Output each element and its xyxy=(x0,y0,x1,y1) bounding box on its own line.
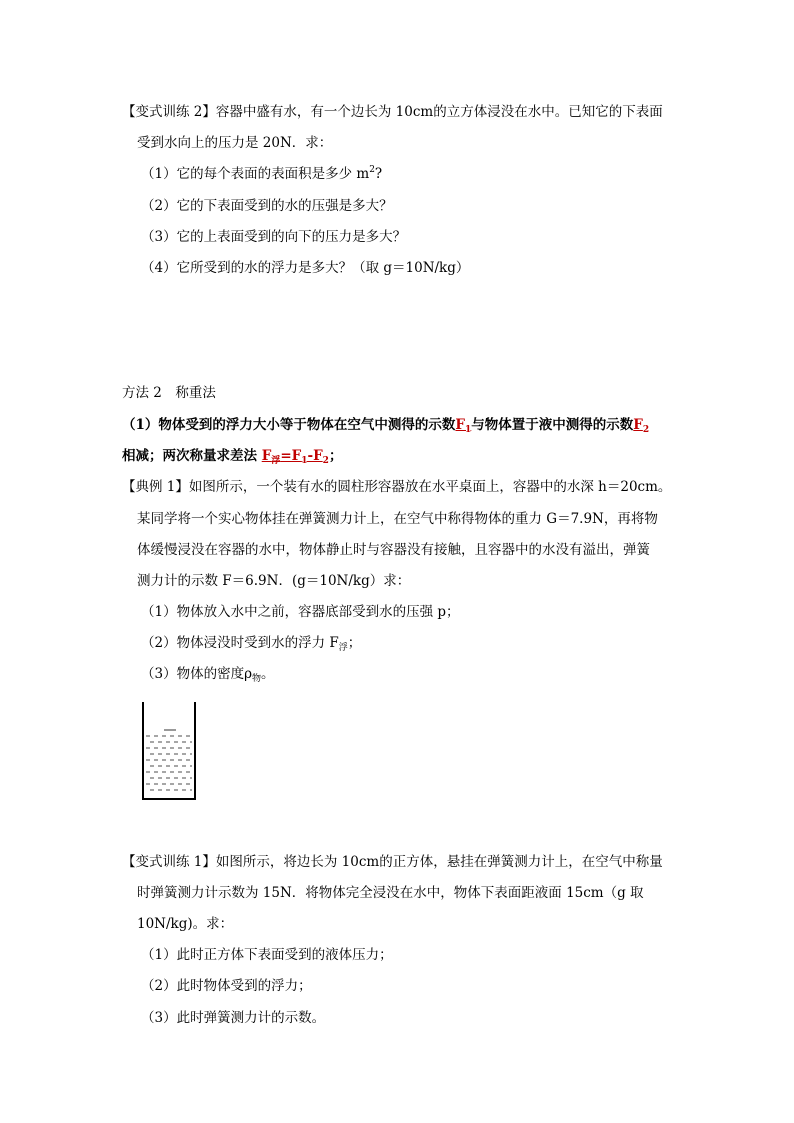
training-1-heading: 【变式训练 1】 xyxy=(122,854,216,870)
container-walls xyxy=(143,702,195,799)
water-fill xyxy=(146,736,192,790)
method-formula: $F_浮=F_1-F_2$ xyxy=(261,448,329,466)
training-2-stem-line2: 受到水向上的压力是 20N．求： xyxy=(137,135,333,151)
training-2-question-4: （4）它所受到的水的浮力是多大？（取 g＝10N/kg） xyxy=(141,260,470,276)
f2-symbol: $F_2$ xyxy=(633,417,650,435)
f1-symbol: $F_1$ xyxy=(455,417,472,435)
method-rule-line1: （1）物体受到的浮力大小等于物体在空气中测得的示数$F_1$与物体置于液中测得的示数$F_2$ xyxy=(122,417,650,435)
example-1-line3: 体缓慢浸没在容器的水中，物体静止时与容器没有接触，且容器中的水没有溢出，弹簧 xyxy=(137,542,650,558)
training-1-line3: 10N/kg)。求： xyxy=(137,916,234,932)
training-2-stem-line1: 【变式训练 2】容器中盛有水，有一个边长为 10cm的立方体浸没在水中。已知它的下表面 xyxy=(122,104,663,120)
method-title: 方法 2 称重法 xyxy=(122,385,216,401)
training-1-line1: 【变式训练 1】如图所示，将边长为 10cm的正方体，悬挂在弹簧测力计上，在空气中称量 xyxy=(122,854,663,870)
training-1-question-1: （1）此时正方体下表面受到的液体压力； xyxy=(141,947,393,963)
training-1-line2: 时弹簧测力计示数为 15N．将物体完全浸没在水中，物体下表面距液面 15cm（g 取 xyxy=(137,885,644,901)
example-1-line1: 【典例 1】如图所示，一个装有水的圆柱形容器放在水平桌面上，容器中的水深 h＝20cm。 xyxy=(122,479,672,495)
training-1-question-2: （2）此时物体受到的浮力； xyxy=(141,978,312,994)
training-2-question-1: （1）它的每个表面的表面积是多少 $m^2$? xyxy=(141,165,383,182)
example-1-question-1: （1）物体放入水中之前，容器底部受到水的压强 p； xyxy=(141,604,460,620)
training-1-question-3: （3）此时弹簧测力计的示数。 xyxy=(141,1010,326,1026)
training-2-heading: 【变式训练 2】 xyxy=(122,104,216,120)
example-1-question-3: （3）物体的密度$\rho_物$。 xyxy=(141,666,275,684)
water-container-figure xyxy=(140,702,198,802)
example-1-line4: 测力计的示数 F＝6.9N．(g＝10N/kg）求： xyxy=(137,573,411,589)
example-1-line2: 某同学将一个实心物体挂在弹簧测力计上，在空气中称得物体的重力 G＝7.9N，再将物 xyxy=(137,511,658,527)
training-2-question-2: （2）它的下表面受到的水的压强是多大？ xyxy=(141,198,393,214)
example-1-question-2: （2）物体浸没时受到水的浮力 $F_浮$； xyxy=(141,635,362,653)
method-rule-line2: 相减；两次称量求差法 $F_浮=F_1-F_2$； xyxy=(122,448,343,466)
training-2-question-3: （3）它的上表面受到的向下的压力是多大？ xyxy=(141,229,407,245)
example-1-heading: 【典例 1】 xyxy=(122,479,189,495)
